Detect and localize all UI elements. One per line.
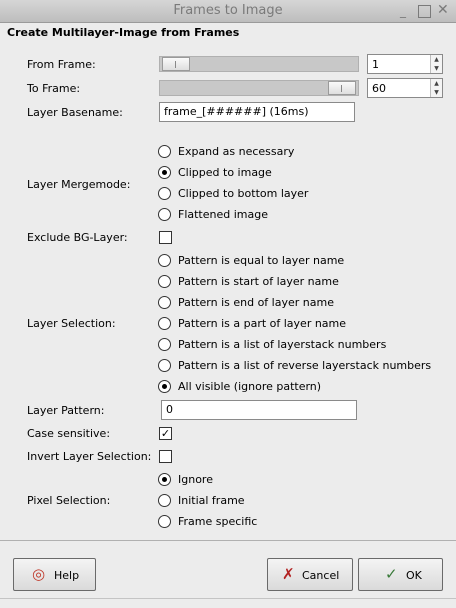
option-label: Pattern is equal to layer name (178, 254, 345, 267)
radio-button[interactable] (158, 338, 171, 351)
radio-button[interactable] (158, 296, 171, 309)
maximize-icon[interactable] (418, 5, 431, 18)
dialog-heading: Create Multilayer-Image from Frames (7, 26, 240, 39)
lifebuoy-icon: ◎ (32, 565, 46, 583)
option-label: Pattern is end of layer name (178, 296, 334, 309)
exclude-bg-layer-label: Exclude BG-Layer: (27, 231, 128, 244)
radio-button[interactable] (158, 494, 171, 507)
radio-button[interactable] (158, 208, 171, 221)
option-label: Frame specific (178, 515, 258, 528)
layer-selection-label: Layer Selection: (27, 317, 116, 330)
option-label: Flattened image (178, 208, 268, 221)
layer-basename-label: Layer Basename: (27, 106, 123, 119)
radio-button[interactable] (158, 275, 171, 288)
ok-button[interactable] (358, 558, 443, 591)
option-label: Ignore (178, 473, 213, 486)
cancel-button[interactable] (267, 558, 353, 591)
spin-arrows-icon[interactable]: ▲ ▼ (430, 55, 442, 73)
invert-layer-selection-checkbox[interactable] (159, 450, 172, 463)
to-frame-spinbox[interactable] (367, 78, 443, 98)
from-frame-value[interactable]: 1 (372, 58, 379, 71)
to-frame-slider[interactable] (159, 80, 359, 96)
radio-button[interactable] (158, 317, 171, 330)
layer-pattern-label: Layer Pattern: (27, 404, 105, 417)
window-title: Frames to Image (173, 3, 283, 18)
option-label: Clipped to image (178, 166, 272, 179)
minimize-icon[interactable]: _ (400, 4, 406, 18)
radio-button[interactable] (158, 187, 171, 200)
layer-mergemode-label: Layer Mergemode: (27, 178, 131, 191)
radio-button[interactable] (158, 380, 171, 393)
title-bar (0, 0, 456, 23)
layer-pattern-input[interactable]: 0 (161, 400, 357, 420)
cancel-x-icon: ✗ (282, 565, 295, 583)
option-label: Pattern is a part of layer name (178, 317, 347, 330)
layer-basename-input[interactable]: frame_[######] (16ms) (159, 102, 355, 122)
case-sensitive-checkbox[interactable]: ✓ (160, 427, 171, 440)
to-frame-slider-thumb[interactable] (328, 81, 356, 95)
spin-arrows-icon[interactable]: ▲ ▼ (430, 79, 442, 97)
option-label: Pattern is a list of reverse layerstack numbers (178, 359, 432, 372)
from-frame-spinbox[interactable] (367, 54, 443, 74)
to-frame-value[interactable]: 60 (372, 82, 386, 95)
option-label: Clipped to bottom layer (178, 187, 309, 200)
radio-button[interactable] (158, 166, 171, 179)
radio-button[interactable] (158, 145, 171, 158)
radio-button[interactable] (158, 254, 171, 267)
option-label: Initial frame (178, 494, 245, 507)
help-button[interactable] (13, 558, 96, 591)
option-label: Pattern is a list of layerstack numbers (178, 338, 387, 351)
option-label: All visible (ignore pattern) (178, 380, 322, 393)
option-label: Pattern is start of layer name (178, 275, 339, 288)
option-label: Expand as necessary (178, 145, 295, 158)
ok-button-label: OK (406, 569, 422, 582)
ok-check-icon: ✓ (385, 565, 398, 583)
from-frame-label: From Frame: (27, 58, 96, 71)
separator (0, 540, 456, 541)
cancel-button-label: Cancel (302, 569, 340, 582)
close-icon[interactable]: ✕ (437, 2, 449, 18)
exclude-bg-layer-checkbox[interactable] (159, 231, 172, 244)
case-sensitive-label: Case sensitive: (27, 427, 111, 440)
from-frame-slider[interactable] (159, 56, 359, 72)
from-frame-slider-thumb[interactable] (162, 57, 190, 71)
radio-button[interactable] (158, 359, 171, 372)
pixel-selection-label: Pixel Selection: (27, 494, 111, 507)
radio-button[interactable] (158, 515, 171, 528)
help-button-label: Help (54, 569, 80, 582)
radio-button[interactable] (158, 473, 171, 486)
to-frame-label: To Frame: (27, 82, 81, 95)
invert-layer-selection-label: Invert Layer Selection: (27, 450, 152, 463)
